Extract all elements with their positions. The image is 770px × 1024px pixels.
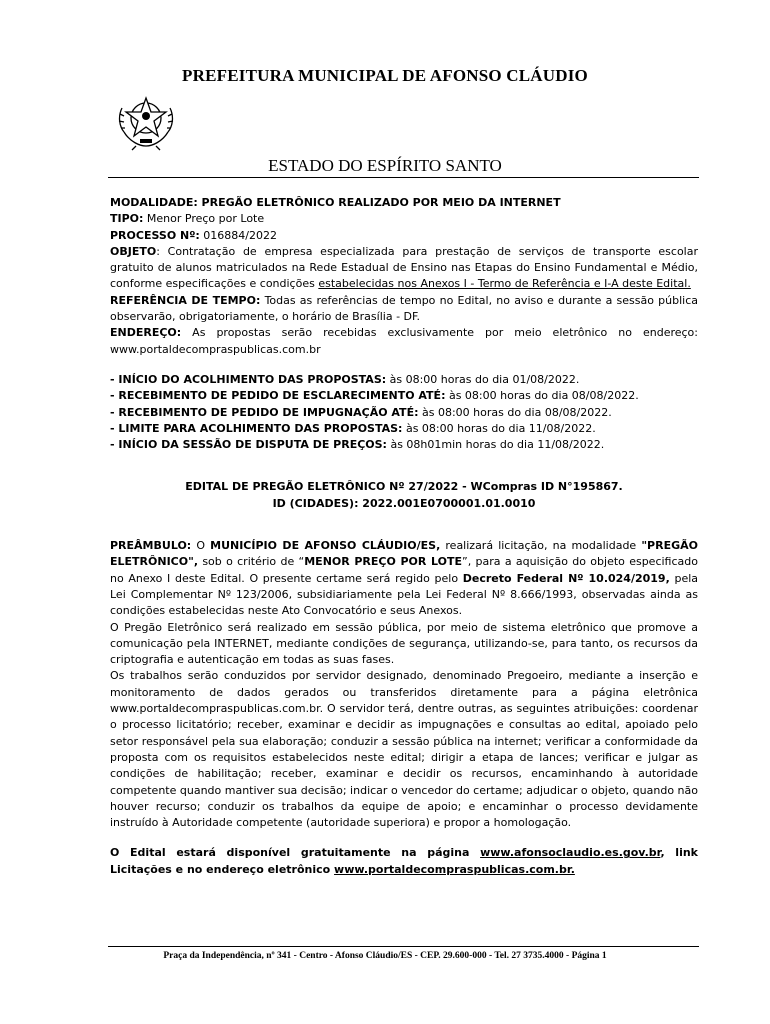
text-run: realizará licitação, na modalidade <box>440 539 642 553</box>
schedule-value: às 08:00 horas do dia 01/08/2022. <box>386 372 580 386</box>
availability-paragraph <box>110 845 698 878</box>
footer-divider <box>108 946 699 947</box>
schedule-value: às 08:00 horas do dia 08/08/2022. <box>445 389 639 403</box>
criterio-name: MENOR PREÇO POR LOTE <box>304 555 463 569</box>
sessao-paragraph: O Pregão Eletrônico será realizado em sessão pública, por meio de sistema eletrônico que promove a comunicação pela INTERNET, mediante condições de segurança, utilizando-se, para tanto, os recursos da criptografia e autenticação em todas as suas fases. <box>110 620 698 667</box>
preambulo-paragraph <box>110 538 698 619</box>
afonsoclaudio-link[interactable]: www.afonsoclaudio.es.gov.br <box>480 846 661 860</box>
page-title: PREFEITURA MUNICIPAL DE AFONSO CLÁUDIO <box>182 66 588 85</box>
tipo-line <box>110 211 698 227</box>
portal-compras-link[interactable]: www.portaldecompraspublicas.com.br. <box>334 862 575 876</box>
schedule-item <box>110 421 698 437</box>
trabalhos-paragraph: Os trabalhos serão conduzidos por servidor designado, denominado Pregoeiro, mediante a inserção e monitoramento de dados gerados ou transferidos diretamente para a página eletrônica www.portaldecompraspublicas.com.br. O servidor terá, dentre outras, as seguintes atribuições: coordenar o processo licitatório; receber, examinar e decidir as impugnações e consultas ao edital, apoiado pelo setor responsável pela sua elaboração; conduzir a sessão pública na internet; verificar a conformidade da proposta com os requisitos estabelecidos neste edital; dirigir a etapa de lances; verificar e julgar as condições de habilitação; receber, examinar e decidir os recursos, encaminhando à autoridade competente quando mantiver sua decisão; indicar o vencedor do certame; adjudicar o objeto, quando não houver recurso; conduzir os trabalhos da equipe de apoio; e encaminhar o processo devidamente instruído à Autoridade competente (autoridade superiora) e propor a homologação. <box>110 669 698 830</box>
endereco-text: As propostas serão recebidas exclusivamente por meio eletrônico no endereço: www.portaldecompraspublicas.com.br <box>110 326 698 356</box>
schedule-label: - INÍCIO DO ACOLHIMENTO DAS PROPOSTAS: <box>110 372 387 386</box>
processo-value: 016884/2022 <box>199 228 278 242</box>
tipo-label: TIPO: <box>110 212 144 226</box>
schedule-value: às 08h01min horas do dia 11/08/2022. <box>386 438 605 452</box>
schedule-label: - RECEBIMENTO DE PEDIDO DE IMPUGNAÇÃO ATÉ: <box>110 405 419 419</box>
endereco-paragraph <box>110 325 698 358</box>
tipo-value: Menor Preço por Lote <box>143 212 265 226</box>
schedule-list <box>110 372 698 453</box>
referencia-paragraph <box>110 293 698 326</box>
state-name: ESTADO DO ESPÍRITO SANTO <box>268 156 502 175</box>
page-footer: Praça da Independência, nº 341 - Centro - Afonso Cláudio/ES - CEP. 29.600-000 - Tel. 27 3735.4000 - Página 1 <box>163 951 607 961</box>
schedule-label: - INÍCIO DA SESSÃO DE DISPUTA DE PREÇOS: <box>110 438 387 452</box>
objeto-text: : Contratação de empresa especializada para prestação de serviços de transporte escolar gratuito de alunos matriculados na Rede Estadual de Ensino nas Etapas do Ensino Fundamental e Médio, conforme especificações e condições <box>110 244 698 291</box>
text-run: pela Lei Complementar Nº 123/2006, subsidiariamente pela Lei Federal Nº 8.666/1993, observadas ainda as condições estabelecidas neste Ato Convocatório e seus Anexos. <box>110 571 699 618</box>
document-body <box>110 195 698 878</box>
schedule-label: - RECEBIMENTO DE PEDIDO DE ESCLARECIMENTO ATÉ: <box>110 389 446 403</box>
text-run: O <box>191 539 211 553</box>
decreto-name: Decreto Federal Nº 10.024/2019, <box>462 571 670 585</box>
municipio-name: MUNICÍPIO DE AFONSO CLÁUDIO/ES, <box>210 539 441 553</box>
modalidade-name: "PREGÃO ELETRÔNICO", <box>110 539 698 569</box>
text-run: ”, para a aquisição do objeto especificado no Anexo I deste Edital. O presente certame será regido pelo <box>110 555 698 585</box>
text-run: , link Licitações e no endereço eletrônico <box>110 846 698 876</box>
referencia-label: REFERÊNCIA DE TEMPO: <box>110 293 261 307</box>
edital-id: ID (CIDADES): 2022.001E0700001.01.0010 <box>272 496 536 510</box>
schedule-item <box>110 388 698 404</box>
schedule-item <box>110 372 698 388</box>
schedule-item <box>110 437 698 453</box>
schedule-value: às 08:00 horas do dia 08/08/2022. <box>418 405 612 419</box>
municipal-seal-icon <box>116 88 176 152</box>
anexos-link[interactable]: estabelecidas nos Anexos I - Termo de Referência e I-A deste Edital. <box>318 277 691 291</box>
processo-label: PROCESSO Nº: <box>110 228 200 242</box>
header-divider <box>108 177 699 178</box>
edital-title: EDITAL DE PREGÃO ELETRÔNICO Nº 27/2022 - WCompras ID N°195867. <box>185 480 623 494</box>
objeto-paragraph <box>110 244 698 293</box>
text-run: sob o critério de “ <box>198 555 305 569</box>
schedule-value: às 08:00 horas do dia 11/08/2022. <box>402 421 596 435</box>
endereco-label: ENDEREÇO: <box>110 326 182 340</box>
preambulo-label: PREÂMBULO: <box>110 539 192 553</box>
schedule-label: - LIMITE PARA ACOLHIMENTO DAS PROPOSTAS: <box>110 421 403 435</box>
text-run: O Edital estará disponível gratuitamente na página <box>110 846 481 860</box>
referencia-text: Todas as referências de tempo no Edital, no aviso e durante a sessão pública observarão, obrigatoriamente, o horário de Brasília - DF. <box>110 293 698 324</box>
objeto-label: OBJETO <box>110 244 157 258</box>
processo-line <box>110 228 698 244</box>
modalidade-line: MODALIDADE: PREGÃO ELETRÔNICO REALIZADO POR MEIO DA INTERNET <box>110 196 561 209</box>
schedule-item <box>110 405 698 421</box>
